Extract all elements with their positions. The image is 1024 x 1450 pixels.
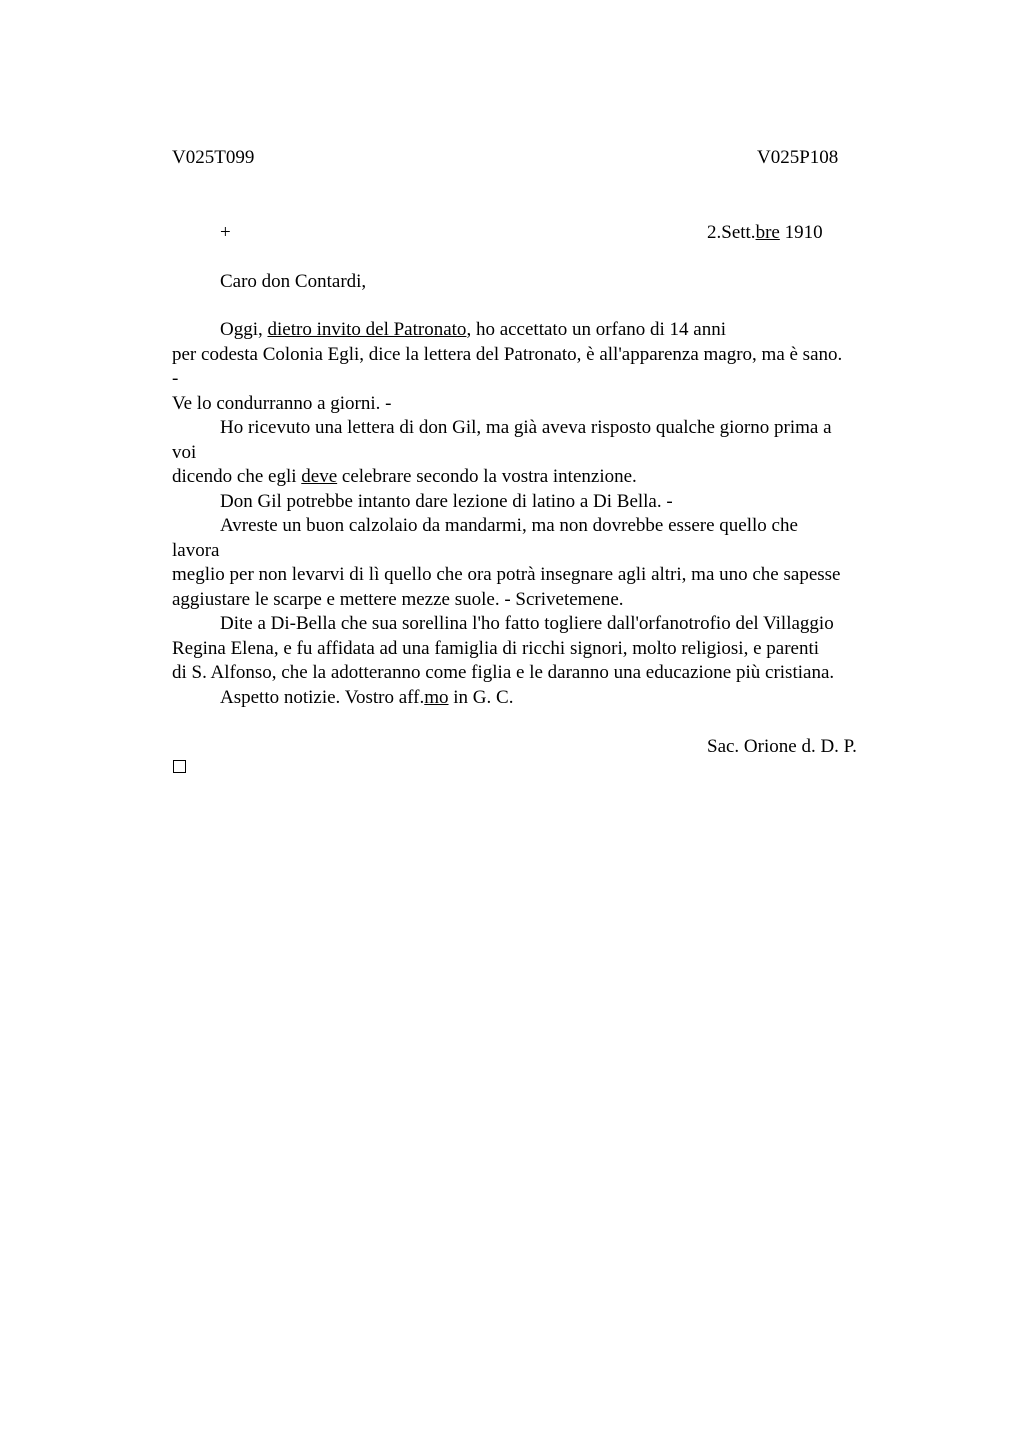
body-line-3: - [172, 368, 179, 389]
body-line-1-a: Oggi, [220, 319, 268, 340]
letter-date [707, 221, 823, 245]
body-line-5: Ho ricevuto una lettera di don Gil, ma già aveva risposto qualche giorno prima a [220, 417, 832, 438]
body-line-11: meglio per non levarvi di lì quello che ora potrà insegnare agli altri, ma uno che sapesse [172, 564, 841, 585]
date-prefix: 2.Sett. [707, 222, 756, 243]
body-line-7 [172, 465, 637, 489]
header-left-code: V025T099 [172, 147, 255, 168]
body-line-12: aggiustare le scarpe e mettere mezze suole. - Scrivetemene. [172, 589, 624, 610]
body-line-13: Dite a Di-Bella che sua sorellina l'ho fatto togliere dall'orfanotrofio del Villaggio [220, 613, 834, 634]
empty-square-icon [173, 760, 186, 773]
header-right-code: V025P108 [757, 147, 839, 168]
cross-mark: + [220, 222, 231, 243]
signature: Sac. Orione d. D. P. [707, 736, 857, 757]
body-line-6: voi [172, 442, 197, 463]
body-line-2: per codesta Colonia Egli, dice la lettera del Patronato, è all'apparenza magro, ma è sano. [172, 344, 843, 365]
body-line-1 [220, 318, 726, 342]
body-line-14: Regina Elena, e fu affidata ad una famiglia di ricchi signori, molto religiosi, e parenti [172, 638, 820, 659]
salutation: Caro don Contardi, [220, 271, 367, 292]
date-underlined: bre [755, 222, 780, 243]
body-line-16 [220, 686, 513, 710]
body-line-7-a: dicendo che egli [172, 466, 302, 487]
body-line-8: Don Gil potrebbe intanto dare lezione di latino a Di Bella. - [220, 491, 673, 512]
body-line-9: Avreste un buon calzolaio da mandarmi, ma non dovrebbe essere quello che [220, 515, 798, 536]
body-line-1-b: , ho accettato un orfano di 14 anni [466, 319, 727, 340]
body-line-4: Ve lo condurranno a giorni. - [172, 393, 392, 414]
body-line-7-b: celebrare secondo la vostra intenzione. [337, 466, 637, 487]
body-line-7-underlined: deve [301, 466, 338, 487]
body-line-10: lavora [172, 540, 220, 561]
date-suffix: 1910 [779, 222, 823, 243]
body-line-16-a: Aspetto notizie. Vostro aff. [220, 687, 425, 708]
body-line-16-underlined: mo [424, 687, 449, 708]
body-line-16-b: in G. C. [448, 687, 514, 708]
body-line-1-underlined: dietro invito del Patronato [267, 319, 467, 340]
body-line-15: di S. Alfonso, che la adotteranno come figlia e le daranno una educazione più cristiana. [172, 662, 835, 683]
